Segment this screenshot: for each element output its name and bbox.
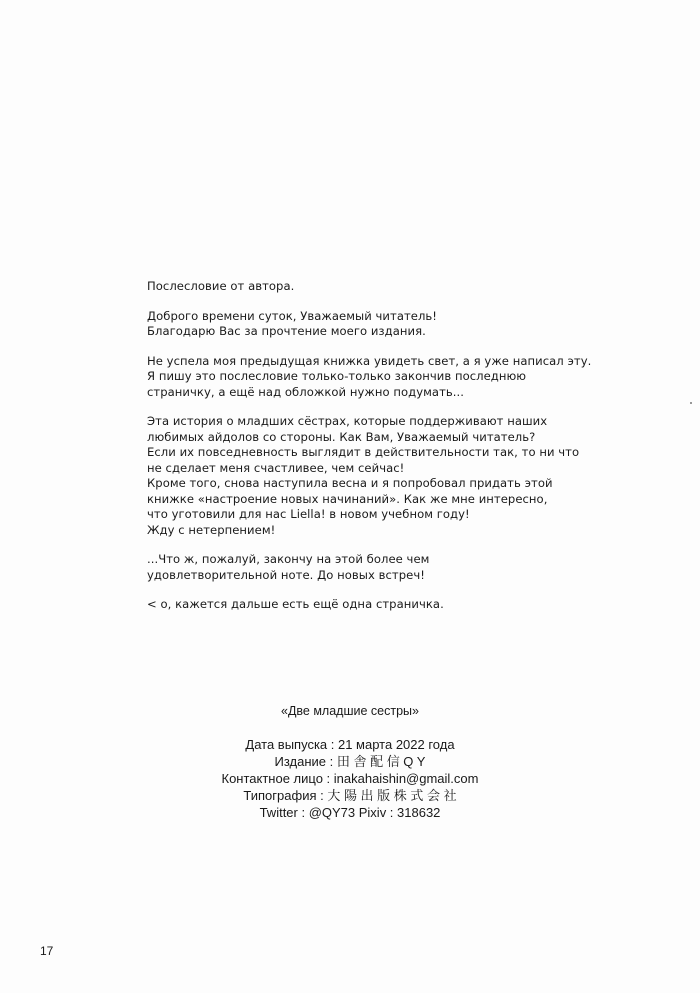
scan-speck [690, 402, 692, 404]
text-line: Благодарю Вас за прочтение моего издания. [147, 324, 426, 338]
heading-line: Послесловие от автора. [147, 279, 295, 293]
text-line: удовлетворительной ноте. До новых встреч! [147, 567, 425, 582]
text-line: книжке «настроение новых начинаний». Как же мне интересно, [147, 491, 548, 506]
page-number: 17 [40, 944, 54, 958]
afterword-heading [147, 279, 607, 295]
colophon [180, 703, 520, 821]
paragraph-postscript [147, 597, 607, 613]
text-line: Не успела моя предыдущая книжка увидеть свет, а я уже написал эту. [147, 353, 592, 368]
release-date: Дата выпуска : 21 марта 2022 года [245, 737, 455, 752]
text-line: Доброго времени суток, Уважаемый читатель! [147, 308, 438, 323]
text-line: Если их повседневность выглядит в действительности так, то ни что [147, 445, 580, 459]
text-line: Я пишу это послесловие только-только закончив последнюю [147, 369, 527, 383]
publisher: Издание : 田 舎 配 信 Q Y [274, 754, 426, 769]
text-line: страничку, а ещё над обложкой нужно подумать... [147, 384, 464, 399]
paragraph-writing [147, 354, 607, 401]
book-title: «Две младшие сестры» [281, 704, 419, 718]
printing-house: Типография : 大 陽 出 版 株 式 会 社 [243, 788, 457, 803]
text-line: что уготовили для нас Liella! в новом учебном году! [147, 507, 470, 521]
text-line: < о, кажется дальше есть ещё одна страничка. [147, 597, 444, 611]
text-line: любимых айдолов со стороны. Как Вам, Уважаемый читатель? [147, 429, 536, 444]
text-line: не сделает меня счастливее, чем сейчас! [147, 460, 405, 475]
paragraph-greeting [147, 309, 607, 340]
contact-email: Контактное лицо : inakahaishin@gmail.com [221, 771, 479, 786]
text-line: Эта история о младших сёстрах, которые поддерживают наших [147, 414, 548, 428]
text-line: ...Что ж, пожалуй, закончу на этой более чем [147, 552, 430, 566]
social-accounts: Twitter : @QY73 Pixiv : 318632 [259, 805, 441, 820]
text-line: Кроме того, снова наступила весна и я попробовал придать этой [147, 476, 553, 490]
afterword-text [147, 279, 607, 627]
paragraph-closing [147, 552, 607, 583]
text-line: Жду с нетерпением! [147, 522, 276, 537]
paragraph-story [147, 414, 607, 538]
